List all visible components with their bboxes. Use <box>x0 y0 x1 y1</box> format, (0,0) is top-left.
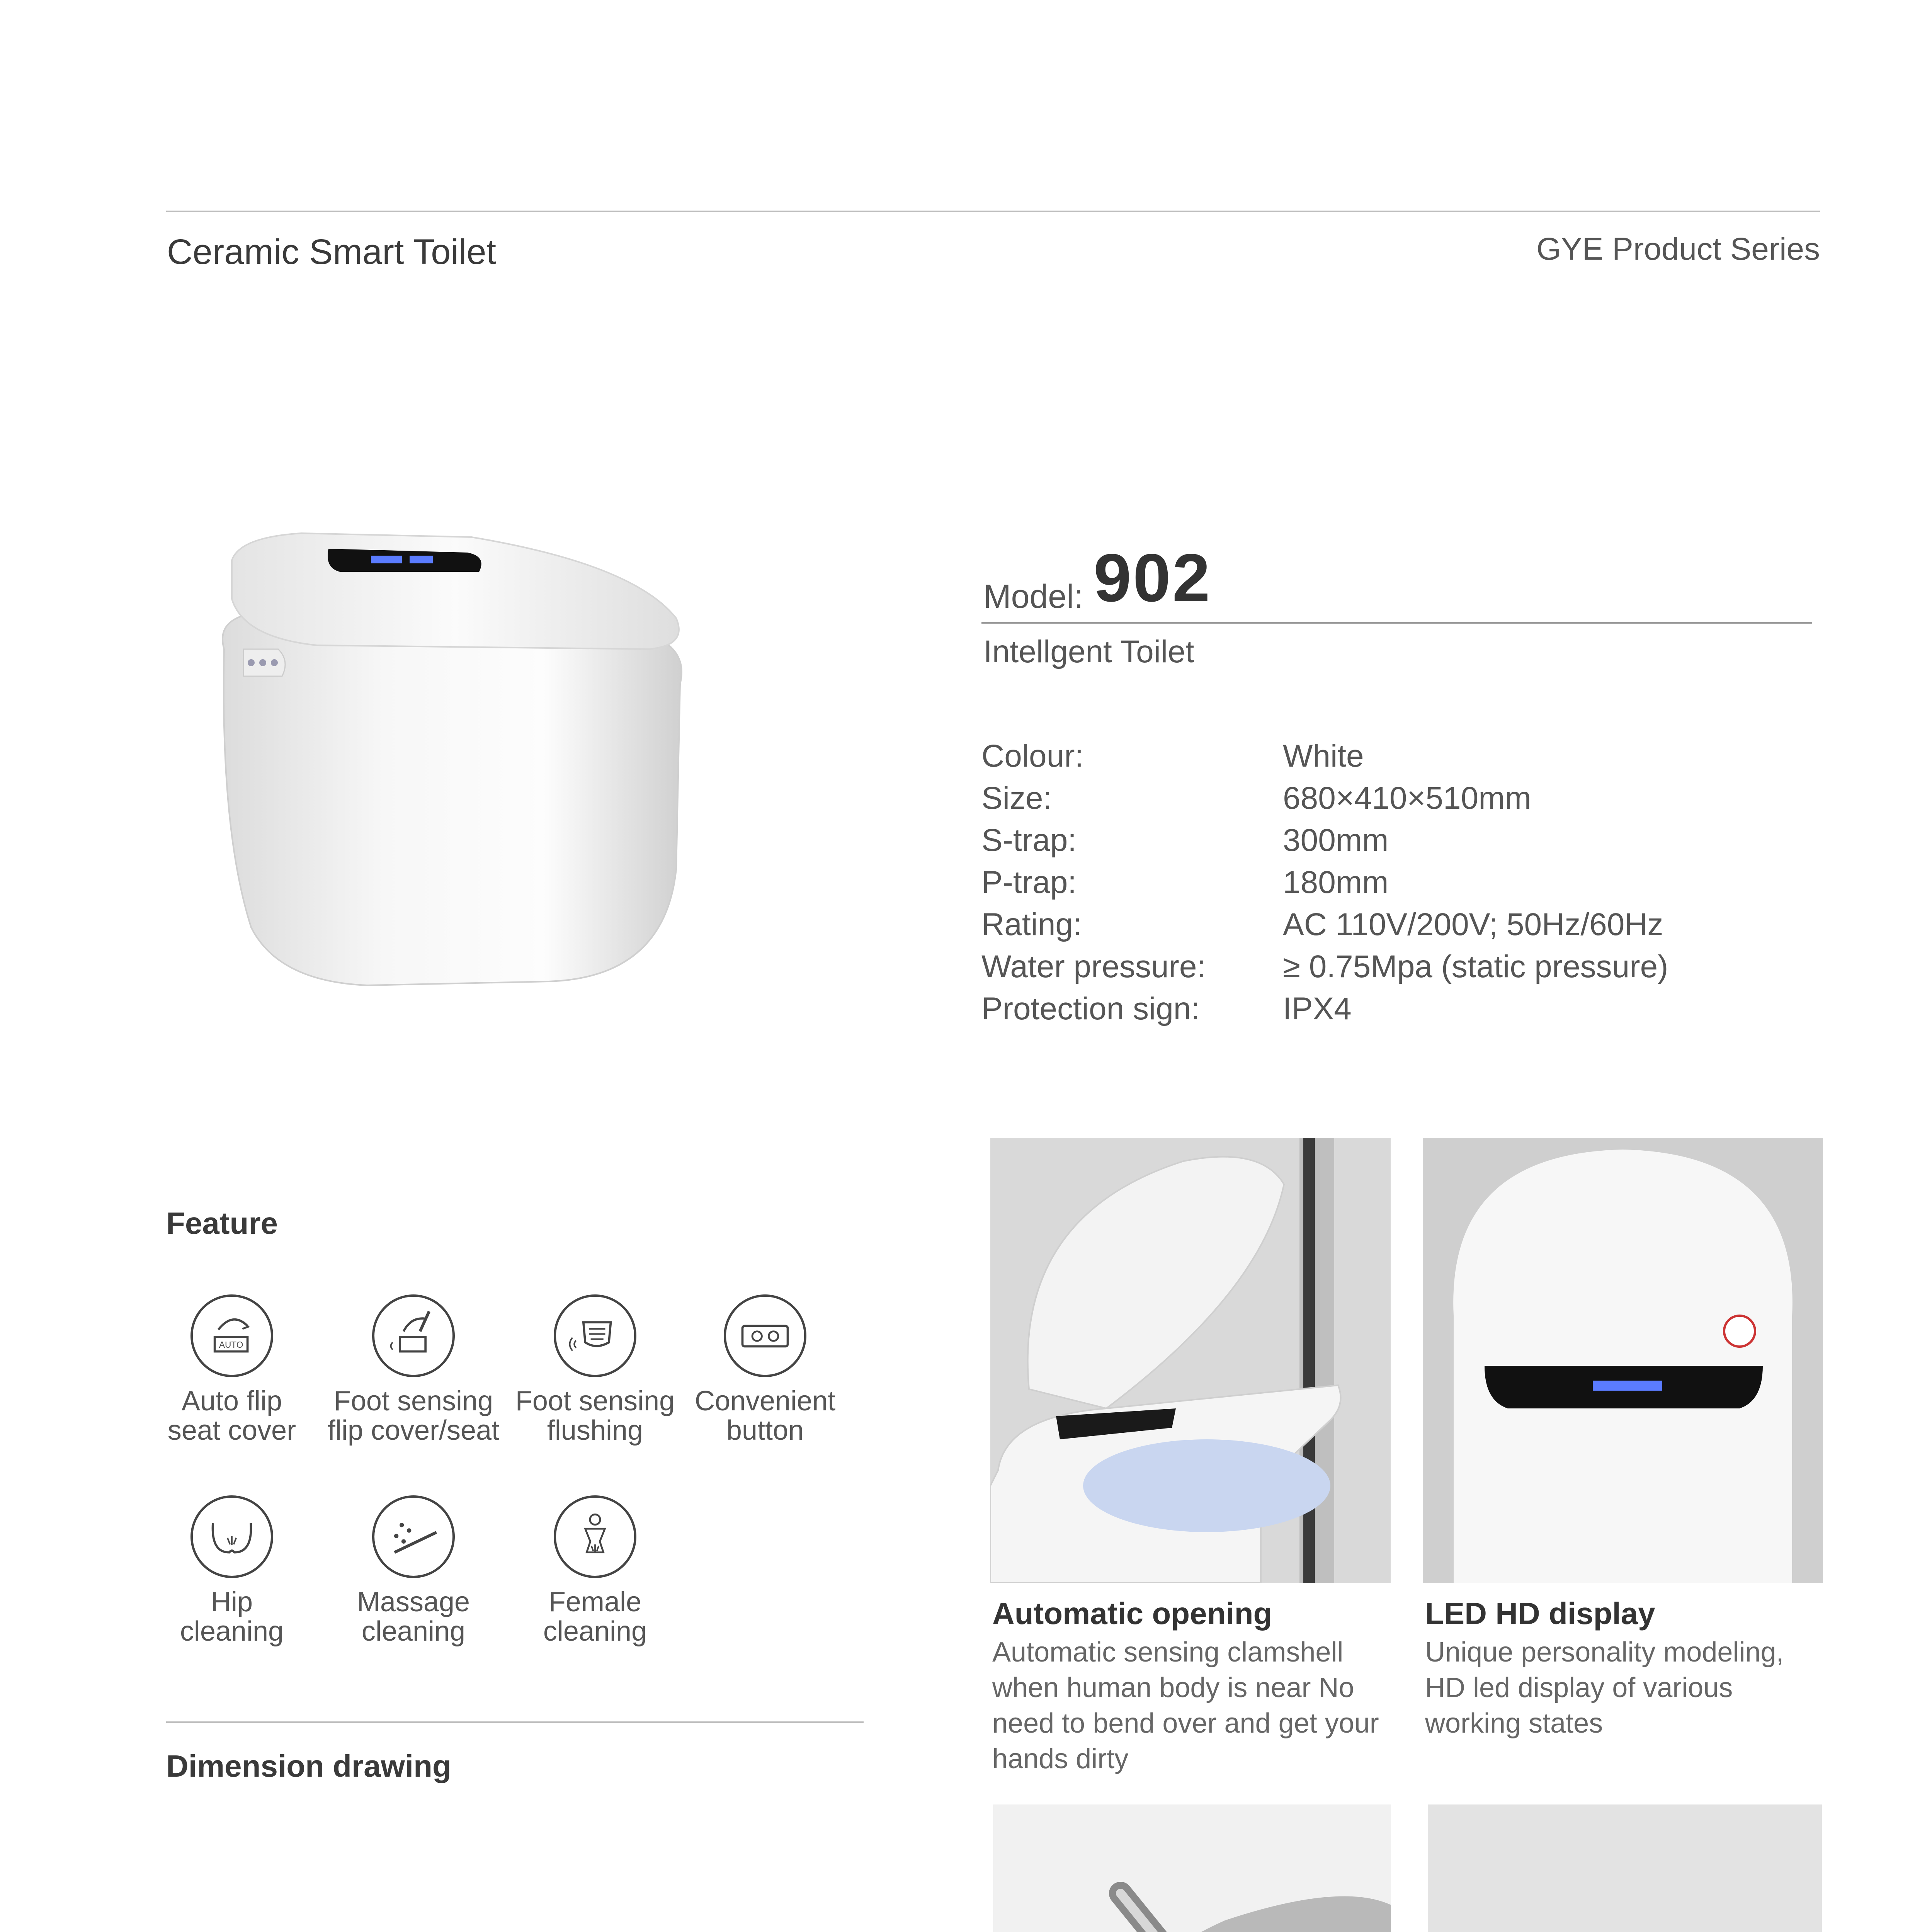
spec-value: 680×410×510mm <box>1283 781 1531 816</box>
feature-label: Female <box>548 1587 642 1617</box>
product-subtitle: Intellgent Toilet <box>983 634 1194 669</box>
feature-label: flushing <box>547 1415 643 1446</box>
model-label: Model: <box>983 578 1083 615</box>
feature-massage-cleaning <box>321 1495 506 1646</box>
auto-flip-icon <box>190 1294 273 1377</box>
feature-female-cleaning <box>502 1495 688 1646</box>
feature-label: Auto flip <box>181 1386 282 1417</box>
feature-hip-cleaning <box>139 1495 325 1646</box>
foot-sensing-flip-icon <box>372 1294 455 1377</box>
spec-label: P-trap: <box>981 865 1077 900</box>
spec-label: Water pressure: <box>981 949 1206 984</box>
feature-label: Hip <box>211 1587 253 1617</box>
model-number: 902 <box>1094 540 1212 616</box>
series-name: GYE Product Series <box>1536 231 1820 267</box>
spec-label: Colour: <box>981 738 1084 774</box>
feature-foot-sensing-flush <box>502 1294 688 1445</box>
spec-label: Rating: <box>981 907 1082 942</box>
page-title: Ceramic Smart Toilet <box>167 232 497 272</box>
spec-value: 300mm <box>1283 823 1389 858</box>
spec-value: White <box>1283 738 1364 774</box>
spec-value: ≥ 0.75Mpa (static pressure) <box>1283 949 1668 984</box>
dimension-rule <box>166 1721 864 1723</box>
led-display-photo <box>1423 1138 1823 1583</box>
feature-label: cleaning <box>180 1616 284 1647</box>
highlight-text: Unique personality modeling, HD led display of various working states <box>1425 1637 1784 1739</box>
feature-label: Foot sensing <box>515 1386 675 1417</box>
feature-auto-flip <box>139 1294 325 1445</box>
female-cleaning-icon <box>554 1495 636 1578</box>
hip-cleaning-icon <box>190 1495 273 1578</box>
spec-label: Protection sign: <box>981 991 1200 1026</box>
feature-heading: Feature <box>166 1206 278 1240</box>
header-rule <box>166 211 1820 212</box>
auto-badge: AUTO <box>219 1340 243 1350</box>
product-image <box>201 522 703 1016</box>
spec-value: IPX4 <box>1283 991 1352 1026</box>
feature-label: cleaning <box>543 1616 647 1647</box>
feature-label: Massage <box>357 1587 470 1617</box>
highlight-title: Automatic opening <box>992 1596 1272 1631</box>
dimension-heading: Dimension drawing <box>166 1749 451 1783</box>
feature-label: button <box>726 1415 804 1446</box>
model-rule <box>981 622 1812 624</box>
highlight-title: LED HD display <box>1425 1596 1655 1631</box>
feature-label: cleaning <box>361 1616 466 1647</box>
foot-sensing-photo <box>1428 1804 1822 1932</box>
cleaning-mode-photo <box>993 1804 1391 1932</box>
feature-label: seat cover <box>167 1415 296 1446</box>
foot-sensing-flush-icon <box>554 1294 636 1377</box>
feature-label: flip cover/seat <box>327 1415 500 1446</box>
feature-label: Foot sensing <box>333 1386 493 1417</box>
feature-foot-sensing-flip <box>321 1294 506 1445</box>
massage-cleaning-icon <box>372 1495 455 1578</box>
spec-label: S-trap: <box>981 823 1077 858</box>
button-icon <box>724 1294 806 1377</box>
spec-value: 180mm <box>1283 865 1389 900</box>
automatic-opening-photo <box>990 1138 1391 1583</box>
spec-value: AC 110V/200V; 50Hz/60Hz <box>1283 907 1663 942</box>
highlight-text: Automatic sensing clamshell when human body is near No need to bend over and get your hands dirty <box>992 1637 1379 1774</box>
spec-label: Size: <box>981 781 1052 816</box>
feature-label: Convenient <box>694 1386 836 1417</box>
feature-convenient-button <box>672 1294 858 1445</box>
